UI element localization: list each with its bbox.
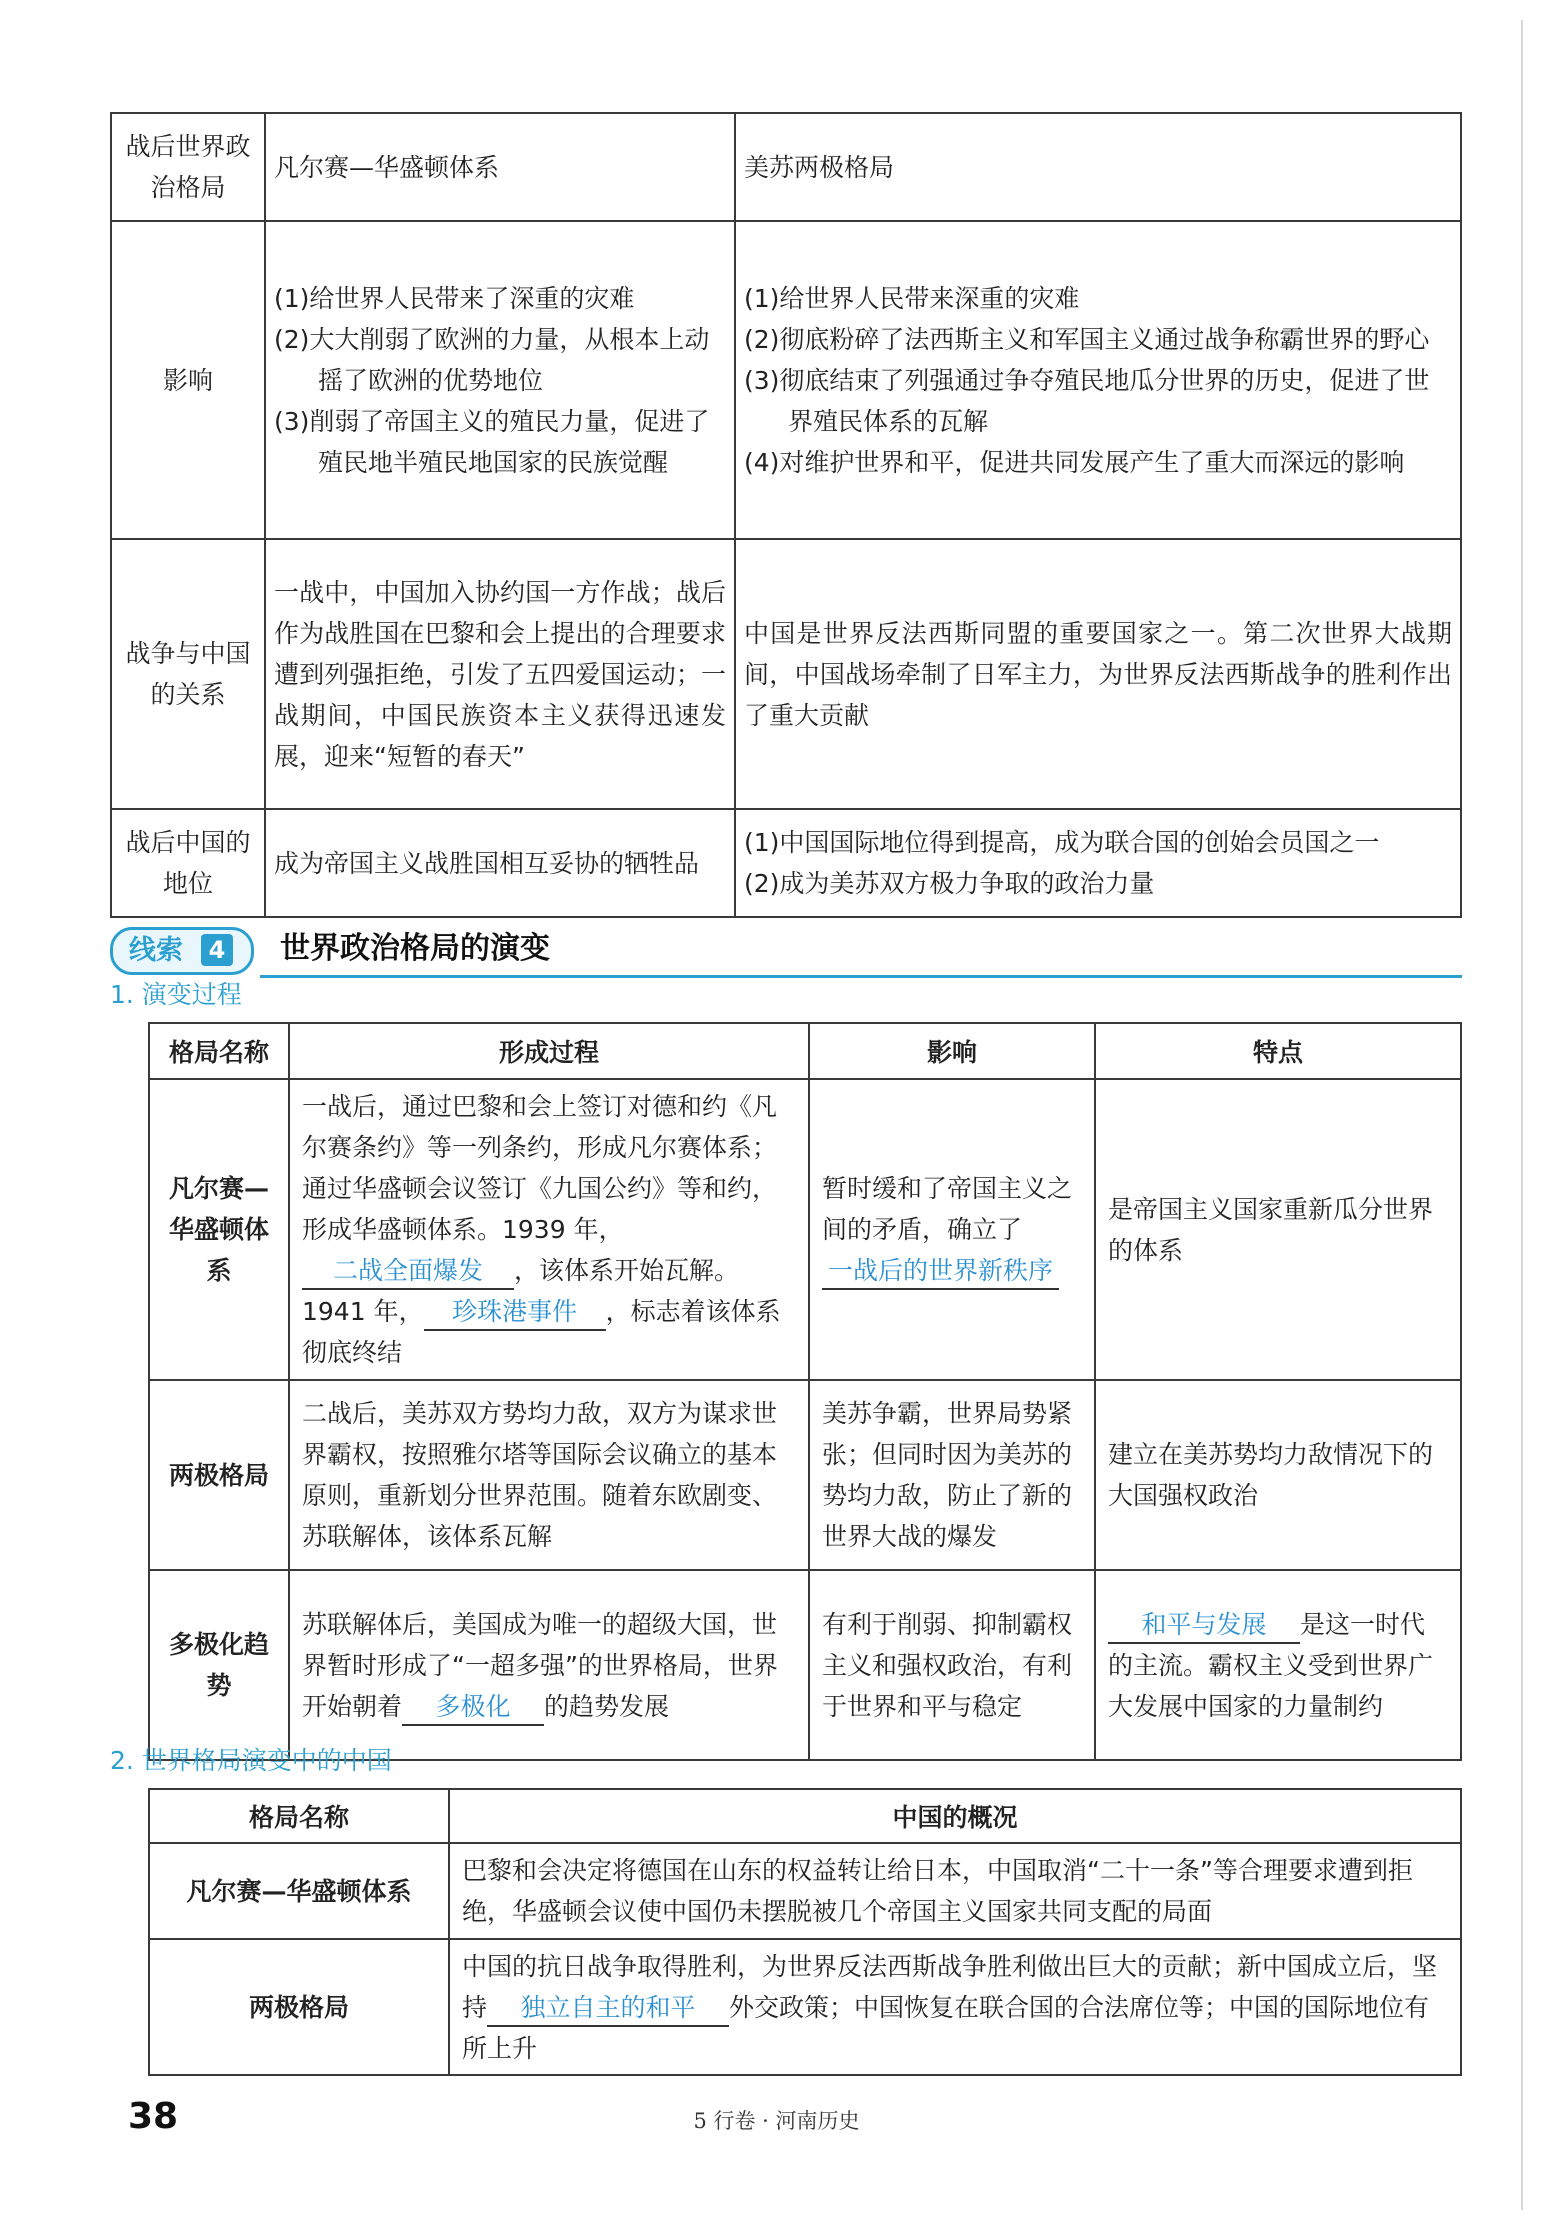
cell-ww1-china: 一战中，中国加入协约国一方作战；战后作为战胜国在巴黎和会上提出的合理要求遭到列强拒绝，引发了五四爱国运动；一战期间，中国民族资本主义获得迅速发展，迎来“短暂的春天” <box>265 539 735 809</box>
table-row <box>111 809 1461 917</box>
table-header-row <box>149 1789 1461 1843</box>
cell-feature: 建立在美苏势均力敌情况下的大国强权政治 <box>1095 1380 1461 1570</box>
clue-badge-number: 4 <box>201 934 233 966</box>
row-name: 多极化趋势 <box>149 1570 289 1760</box>
cell-overview <box>449 1939 1461 2075</box>
fill-blank: 珍珠港事件 <box>424 1295 606 1331</box>
column-header: 格局名称 <box>149 1023 289 1079</box>
table-row <box>111 113 1461 221</box>
section-header <box>110 923 1462 979</box>
cell-impact <box>809 1079 1095 1380</box>
text-segment: ，该体系开始瓦解。1941 年， <box>302 1256 740 1326</box>
text-segment: 一战后，通过巴黎和会上签订对德和约《凡尔赛条约》等一列条约，形成凡尔赛体系；通过华盛顿会议签订《九国公约》等和约，形成华盛顿体系。1939 年， <box>302 1092 778 1244</box>
column-header: 格局名称 <box>149 1789 449 1843</box>
row-header: 战争与中国的关系 <box>111 539 265 809</box>
list-item: (1)给世界人民带来深重的灾难 <box>744 283 1080 313</box>
section-divider <box>260 975 1462 978</box>
fill-blank: 多极化 <box>402 1690 544 1726</box>
text-segment: ，标志着该体系彻底终结 <box>302 1297 781 1367</box>
table-row <box>149 1843 1461 1939</box>
list-item: (3)削弱了帝国主义的殖民力量，促进了殖民地半殖民地国家的民族觉醒 <box>274 406 710 477</box>
list-item: (1)中国国际地位得到提高，成为联合国的创始会员国之一 <box>744 828 1380 857</box>
table-row <box>149 1380 1461 1570</box>
clue-badge-label: 线索 <box>129 935 183 966</box>
table-header-row <box>149 1023 1461 1079</box>
list-item: (1)给世界人民带来了深重的灾难 <box>274 283 635 313</box>
fill-blank: 和平与发展 <box>1108 1608 1300 1644</box>
cell-ww1: 凡尔赛—华盛顿体系 <box>265 113 735 221</box>
list-item: (3)彻底结束了列强通过争夺殖民地瓜分世界的历史，促进了世界殖民体系的瓦解 <box>744 365 1430 436</box>
cell-process <box>289 1570 809 1760</box>
column-header: 中国的概况 <box>449 1789 1461 1843</box>
clue-badge <box>110 927 254 975</box>
row-name: 凡尔赛—华盛顿体系 <box>149 1079 289 1380</box>
row-header: 战后世界政治格局 <box>111 113 265 221</box>
list-item: (2)大大削弱了欧洲的力量，从根本上动摇了欧洲的优势地位 <box>274 324 710 395</box>
table-row <box>111 221 1461 539</box>
cell-impact: 有利于削弱、抑制霸权主义和强权政治，有利于世界和平与稳定 <box>809 1570 1095 1760</box>
row-header: 战后中国的地位 <box>111 809 265 917</box>
cell-feature: 是帝国主义国家重新瓜分世界的体系 <box>1095 1079 1461 1380</box>
text-segment: 是这一时代的主流。霸权主义受到世界广大发展中国家的力量制约 <box>1108 1609 1434 1721</box>
cell-overview: 巴黎和会决定将德国在山东的权益转让给日本，中国取消“二十一条”等合理要求遭到拒绝，华盛顿会议使中国仍未摆脱被几个帝国主义国家共同支配的局面 <box>449 1843 1461 1939</box>
fill-blank: 独立自主的和平 <box>487 1991 729 2027</box>
list-item: (2)成为美苏双方极力争取的政治力量 <box>744 869 1155 898</box>
section-title: 世界政治格局的演变 <box>280 931 550 966</box>
text-segment: 暂时缓和了帝国主义之间的矛盾，确立了 <box>822 1174 1073 1244</box>
war-comparison-table <box>110 112 1462 918</box>
table-row <box>149 1939 1461 2075</box>
page-edge-line <box>1521 20 1523 2210</box>
evolution-table <box>148 1022 1462 1761</box>
china-status-table <box>148 1788 1462 2076</box>
row-header: 影响 <box>111 221 265 539</box>
cell-ww2-impact <box>735 221 1461 539</box>
row-name: 两极格局 <box>149 1380 289 1570</box>
cell-ww1-status: 成为帝国主义战胜国相互妥协的牺牲品 <box>265 809 735 917</box>
row-name: 两极格局 <box>149 1939 449 2075</box>
text-segment: 苏联解体后，美国成为唯一的超级大国，世界暂时形成了“一超多强”的世界格局，世界开始朝着 <box>302 1609 778 1721</box>
list-item: (4)对维护世界和平，促进共同发展产生了重大而深远的影响 <box>744 447 1405 477</box>
cell-impact: 美苏争霸，世界局势紧张；但同时因为美苏的势均力敌，防止了新的世界大战的爆发 <box>809 1380 1095 1570</box>
page-number: 38 <box>128 2096 179 2137</box>
fill-blank: 一战后的世界新秩序 <box>822 1254 1059 1290</box>
cell-ww2: 美苏两极格局 <box>735 113 1461 221</box>
fill-blank: 二战全面爆发 <box>302 1254 514 1290</box>
cell-process <box>289 1079 809 1380</box>
cell-ww2-status <box>735 809 1461 917</box>
subheading-china: 2. 世界格局演变中的中国 <box>110 1746 392 1775</box>
cell-feature <box>1095 1570 1461 1760</box>
column-header: 特点 <box>1095 1023 1461 1079</box>
text-segment: 外交政策；中国恢复在联合国的合法席位等；中国的国际地位有所上升 <box>462 1992 1430 2063</box>
list-item: (2)彻底粉碎了法西斯主义和军国主义通过战争称霸世界的野心 <box>744 324 1430 354</box>
cell-ww2-china: 中国是世界反法西斯同盟的重要国家之一。第二次世界大战期间，中国战场牵制了日军主力，为世界反法西斯战争的胜利作出了重大贡献 <box>735 539 1461 809</box>
text-segment: 中国的抗日战争取得胜利，为世界反法西斯战争胜利做出巨大的贡献；新中国成立后，坚持 <box>462 1951 1438 2022</box>
table-row <box>111 539 1461 809</box>
table-row <box>149 1570 1461 1760</box>
cell-process: 二战后，美苏双方势均力敌，双方为谋求世界霸权，按照雅尔塔等国际会议确立的基本原则，重新划分世界范围。随着东欧剧变、苏联解体，该体系瓦解 <box>289 1380 809 1570</box>
page-footer: 5 行卷 · 河南历史 <box>693 2109 860 2133</box>
column-header: 形成过程 <box>289 1023 809 1079</box>
subheading-evolution: 1. 演变过程 <box>110 980 242 1009</box>
text-segment: 的趋势发展 <box>544 1691 670 1721</box>
row-name: 凡尔赛—华盛顿体系 <box>149 1843 449 1939</box>
column-header: 影响 <box>809 1023 1095 1079</box>
table-row <box>149 1079 1461 1380</box>
cell-ww1-impact <box>265 221 735 539</box>
